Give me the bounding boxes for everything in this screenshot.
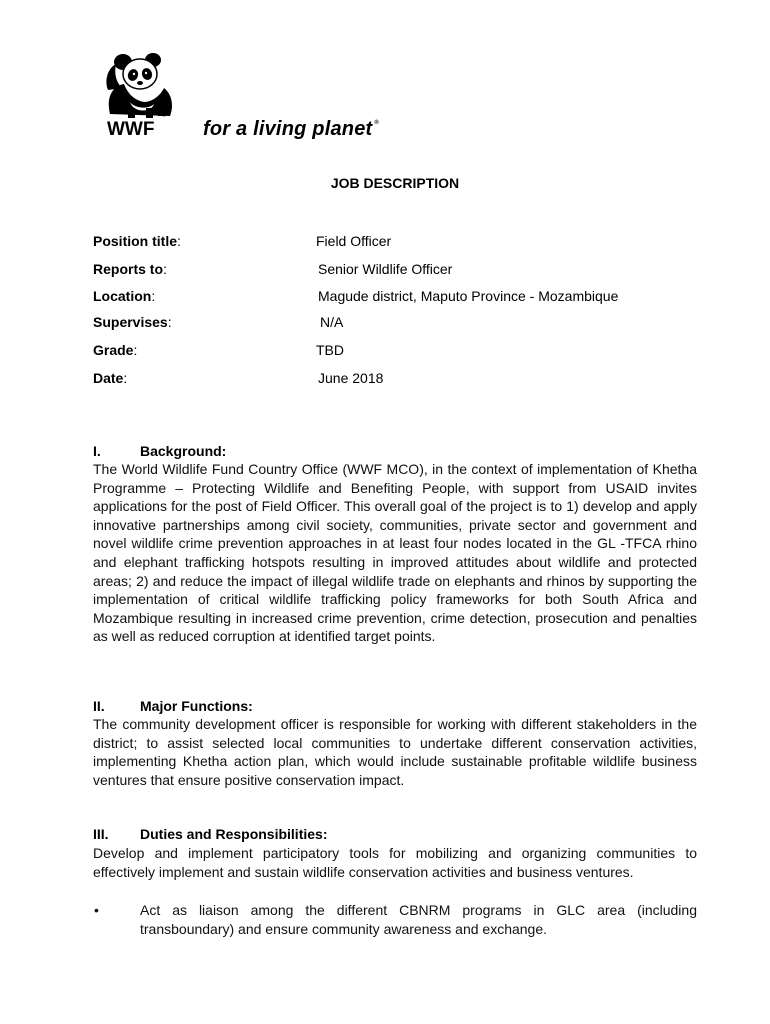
bullet-icon: •: [94, 902, 99, 918]
section-heading-duties: III. Duties and Responsibilities:: [93, 826, 328, 842]
info-value-date: June 2018: [318, 370, 384, 386]
tagline-mark: ®: [374, 120, 380, 126]
info-label: Location:: [93, 288, 156, 304]
info-label: Position title:: [93, 233, 181, 249]
document-title: JOB DESCRIPTION: [330, 175, 460, 191]
info-value-location: Magude district, Maputo Province - Mozambique: [318, 288, 619, 304]
info-label: Reports to:: [93, 261, 167, 277]
info-value-supervises: N/A: [320, 314, 344, 330]
info-label: Supervises:: [93, 314, 172, 330]
info-value-grade: TBD: [316, 342, 344, 358]
info-row-reports-to: [93, 261, 167, 277]
section-heading-background: I. Background:: [93, 443, 227, 459]
tagline-text: for a living planet: [203, 118, 373, 140]
info-label: Grade:: [93, 342, 138, 358]
info-label: Date:: [93, 370, 128, 386]
major-functions-paragraph: The community development officer is responsible for working with different stakeholders in the district; to assist selected local communities to undertake different conservation activities, implementing Khetha action plan, which would include sustainable profitable wildlife business ventures that ensure positive conservation impact.: [93, 716, 697, 788]
info-row-date: [93, 370, 127, 386]
info-row-supervises: [93, 314, 172, 330]
info-value-reports-to: Senior Wildlife Officer: [318, 261, 453, 277]
background-paragraph: The World Wildlife Fund Country Office (WWF MCO), in the context of implementation of Khetha Programme – Protecting Wildlife and Benefiting People, with support from USAID invites applications for the post of Field Officer. This overall goal of the project is to 1) develop and apply innovative partnerships among civil society, communities, private sector and government and novel wildlife crime prevention approaches in at least four nodes located in the GL -TFCA rhino and elephant trafficking hotspots resulting in improved attitudes about wildlife and protected areas; 2) and reduce the impact of illegal wildlife trade on elephants and rhinos by supporting the implementation of critical wildlife trafficking policy frameworks for both South Africa and Mozambique resulting in increased crime prevention, crime detection, prosecution and penalties as well as reduced corruption at identified target points.: [93, 461, 697, 645]
section-heading-major-functions: II. Major Functions:: [93, 698, 253, 714]
duties-paragraph: Develop and implement participatory tools for mobilizing and organizing communities to effectively implement and sustain wildlife conservation activities and business ventures.: [93, 845, 697, 880]
info-row-location: [93, 288, 155, 304]
bullet-item: Act as liaison among the different CBNRM programs in GLC area (including transboundary) and ensure community awareness and exchange.: [140, 902, 697, 937]
info-row-position: [93, 233, 181, 249]
tagline: [203, 118, 379, 141]
info-row-grade: [93, 342, 137, 358]
info-value-position: Field Officer: [316, 233, 392, 249]
registered-mark: ®: [162, 113, 167, 119]
wwf-logo-text: WWF: [107, 119, 155, 140]
